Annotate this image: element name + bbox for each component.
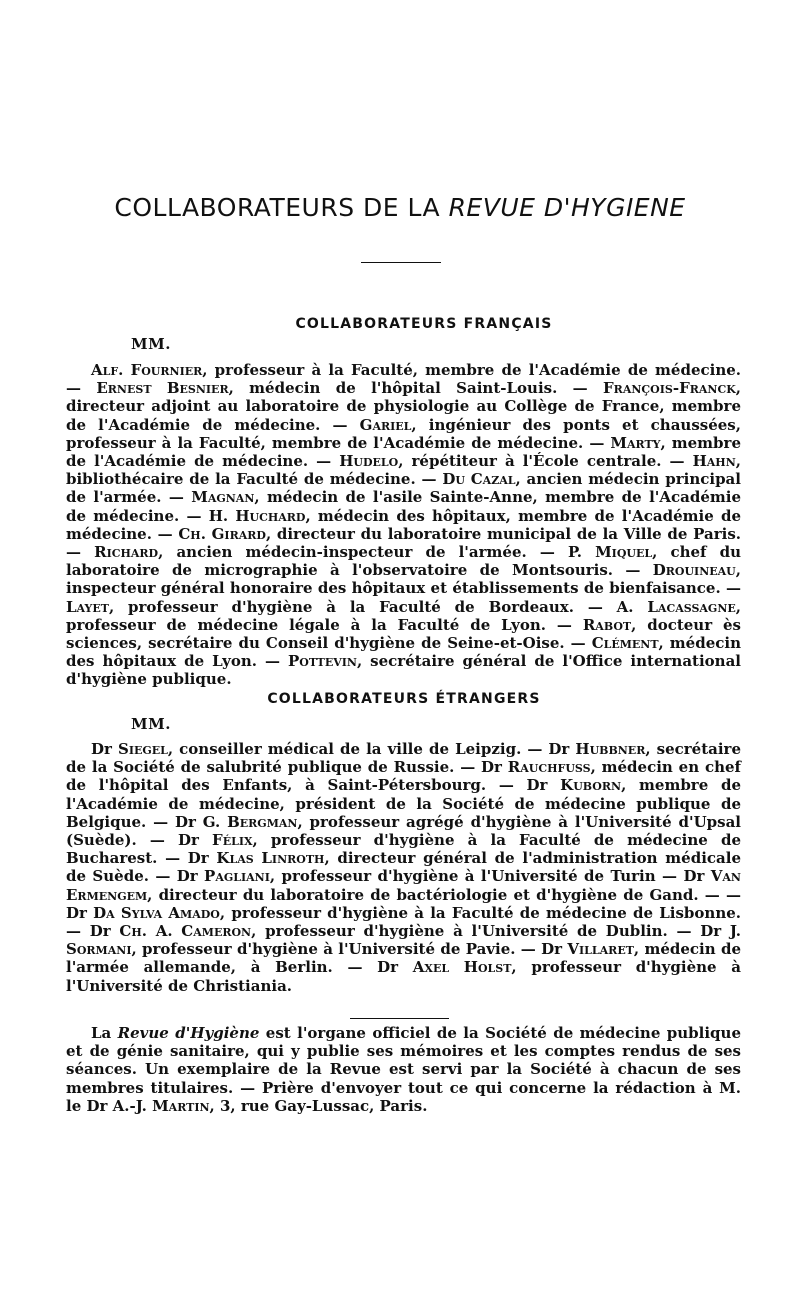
text-run: , chef du laboratoire de micrographie à l'observatoire de Montsouris. — (66, 543, 741, 580)
person-name: Gariel (359, 415, 412, 434)
text-run: , répétiteur à l'École centrale. — (398, 452, 693, 471)
text-run: , directeur du laboratoire municipal de la Ville de Paris. — (66, 524, 741, 562)
text-run: , professeur d'hygiène à la Faculté de médecine de Bucharest. — Dr (66, 831, 741, 868)
person-name: J. Sormani (66, 922, 742, 959)
text-run: , directeur du laboratoire de bactériologie et d'hygiène de Gand. — — Dr (66, 885, 741, 922)
foreign-collaborators-paragraph (66, 740, 741, 995)
title-divider (361, 262, 441, 263)
person-name: Axel Holst (412, 958, 512, 977)
person-name: Du Cazal (442, 470, 516, 489)
person-name: Da Sylva Amado (93, 903, 220, 922)
text-run: , membre de l'Académie de médecine. — (66, 433, 741, 471)
person-name: Klas Linroth (216, 849, 325, 868)
text-run: , inspecteur général honoraire des hôpitaux et établissements de bienfaisance. — (66, 561, 741, 598)
person-name: Hubbner (575, 740, 646, 758)
footer-divider (350, 1018, 449, 1019)
person-name: Alf. Fournier (91, 361, 203, 379)
page-title (0, 193, 800, 222)
person-name: Hudelo (339, 452, 399, 471)
text-run: , ancien médecin principal de l'armée. — (66, 470, 741, 507)
section-salutation-french: MM. (131, 335, 171, 353)
person-name: Villaret (567, 940, 634, 959)
text-run: , professeur d'hygiène à l'Université de Pavie. — Dr (131, 940, 568, 959)
person-name: Pottevin (287, 652, 357, 671)
text-run: , professeur d'hygiène à la Faculté de médecine de Lisbonne. — Dr (66, 903, 741, 941)
text-run: , directeur général de l'administration médicale de Suède. — Dr (66, 849, 741, 886)
person-name: Drouineau (652, 561, 736, 580)
person-name: Pagliani (204, 867, 270, 886)
person-name: Félix (212, 831, 253, 850)
text-run: , médecin de l'armée allemande, à Berlin. — Dr (66, 940, 741, 977)
person-name: Ch. Girard (178, 524, 266, 543)
person-name: Magnan (191, 488, 255, 507)
french-collaborators-paragraph (66, 361, 741, 689)
text-run: Dr (91, 740, 118, 758)
person-name: Richard (94, 543, 159, 562)
text-run: , médecin de l'hôpital Saint-Louis. — (228, 379, 604, 398)
journal-name: Revue d'Hygiène (117, 1024, 260, 1042)
text-run: , ingénieur des ponts et chaussées, professeur à la Faculté, membre de l'Académie de médecine. — (66, 415, 741, 452)
page-title-prefix: COLLABORATEURS DE LA (114, 193, 449, 222)
text-run: , professeur d'hygiène à l'Université de Dublin. — Dr (251, 922, 730, 941)
text-run: , 3, rue Gay-Lussac, Paris. (209, 1096, 428, 1115)
text-run: , médecin des hôpitaux de Lyon. — (66, 634, 741, 671)
person-name: Rauchfuss (507, 758, 591, 777)
text-run: , professeur d'hygiène à la Faculté de Bordeaux. — (108, 597, 617, 616)
person-name: Kuborn (560, 776, 622, 795)
person-name: Ch. A. Cameron (119, 922, 252, 941)
person-name: Hahn (692, 452, 736, 471)
text-run: , ancien médecin-inspecteur de l'armée. — (158, 543, 568, 562)
text-run: , professeur d'hygiène à l'Université de Christiania. (66, 958, 741, 995)
person-name: Layet (66, 597, 109, 616)
person-name: Clément (591, 634, 659, 653)
text-run: , professeur à la Faculté, membre de l'Académie de médecine. — (66, 361, 741, 398)
journal-note-paragraph (66, 1024, 741, 1115)
person-name: Siegel (117, 740, 168, 758)
text-run: , directeur adjoint au laboratoire de physiologie au Collège de France, membre de l'Académie de médecine. — (66, 379, 741, 434)
person-name: H. Huchard (208, 506, 306, 525)
section-salutation-foreign: MM. (131, 715, 171, 733)
text-run: La (91, 1024, 118, 1042)
section-heading-foreign: COLLABORATEURS ÉTRANGERS (267, 691, 541, 707)
text-run: , bibliothécaire de la Faculté de médecine. — (66, 452, 741, 489)
text-run: , conseiller médical de la ville de Leipzig. — Dr (167, 740, 576, 758)
person-name: Ernest Besnier (96, 379, 229, 398)
person-name: P. Miquel (567, 543, 653, 562)
person-name: Van Ermengem (66, 867, 741, 904)
section-heading-french: COLLABORATEURS FRANÇAIS (295, 316, 553, 332)
text-run: , secrétaire général de l'Office international d'hygiène publique. (66, 652, 741, 689)
text-run: , médecin de l'asile Sainte-Anne, membre de l'Académie de médecine. — (66, 488, 742, 525)
person-name: G. Bergman (202, 812, 298, 831)
page-title-journal-name: REVUE D'HYGIENE (448, 193, 686, 222)
text-run: est l'organe officiel de la Société de médecine publique et de génie sanitaire, qui y publie ses mémoires et les comptes rendus de ses séances. Un exemplaire de la Revue est servi par la Société à chacun de ses membres titulaires. — Prière d'envoyer tout ce qui concerne la rédaction à M. le Dr (66, 1024, 741, 1115)
person-name: François-Franck (603, 379, 736, 398)
text-run: , membre de l'Académie de médecine, président de la Société de médecine publique de Belgique. — Dr (66, 776, 741, 831)
text-run: , professeur d'hygiène à l'Université de Turin — Dr (269, 867, 711, 886)
person-name: Rabot (582, 615, 632, 634)
person-name: Marty (610, 433, 661, 452)
person-name: A. Lacassagne (616, 597, 736, 616)
text-run: , professeur agrégé d'hygiène à l'Université d'Upsal (Suède). — Dr (66, 812, 741, 850)
person-name: A.-J. Martin (112, 1096, 210, 1115)
text-run: , docteur ès sciences, secrétaire du Conseil d'hygiène de Seine-et-Oise. — (66, 615, 741, 653)
text-run: , médecin en chef de l'hôpital des Enfants, à Saint-Pétersbourg. — Dr (66, 758, 741, 795)
text-run: , professeur de médecine légale à la Faculté de Lyon. — (66, 597, 741, 634)
text-run: , secrétaire de la Société de salubrité publique de Russie. — Dr (66, 740, 741, 777)
text-run: , médecin des hôpitaux, membre de l'Académie de médecine. — (66, 506, 741, 543)
